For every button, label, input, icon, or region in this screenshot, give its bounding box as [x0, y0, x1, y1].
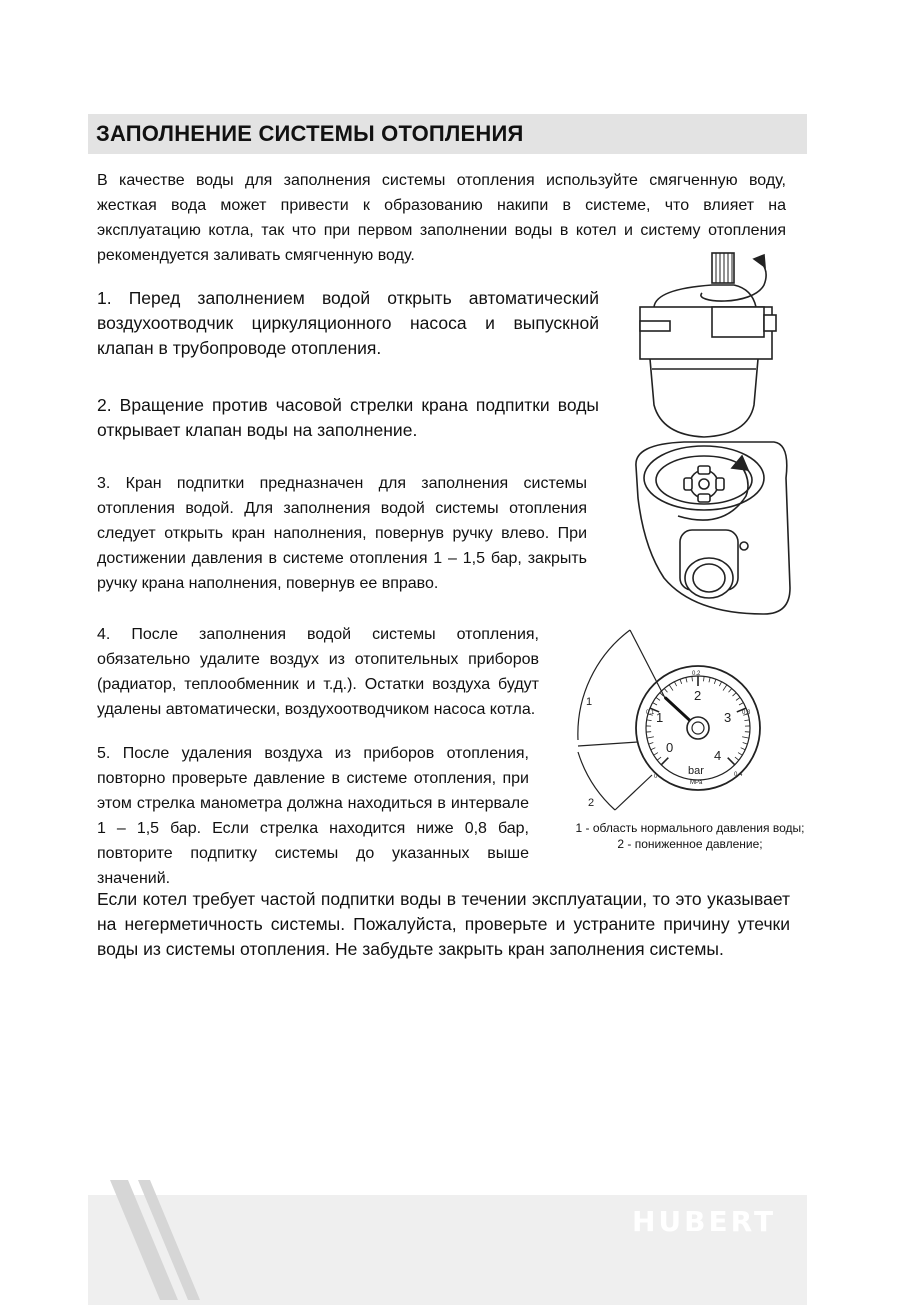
gauge-tick [653, 703, 657, 705]
gauge-tick [743, 743, 748, 745]
page-title: ЗАПОЛНЕНИЕ СИСТЕМЫ ОТОПЛЕНИЯ [96, 121, 524, 146]
footer-stripes-decoration [100, 1175, 220, 1305]
gauge-tick [656, 697, 660, 700]
gauge-tick [742, 737, 749, 738]
step-4-paragraph: 4. После заполнения водой системы отопления, обязательно удалите воздух из отопительных приборов (радиатор, теплообменник и т.д.). Остатки воздуха будут удалены автоматически, воздухоотводчиком насоса котла. [97, 626, 539, 718]
gauge-tick [728, 758, 735, 765]
gauge-tick [709, 677, 710, 682]
gauge-tick [733, 693, 737, 696]
bar-label-0: 0 [666, 740, 674, 755]
gauge-tick [719, 682, 721, 686]
gauge-tick [692, 676, 693, 681]
fill-valve-illustration [624, 438, 794, 618]
air-vent-illustration [632, 245, 782, 440]
mpa-label-0: 0 [654, 774, 658, 780]
zone-label-1: 1 [586, 696, 593, 708]
gauge-tick [647, 720, 652, 721]
mpa-label-0-3: 0.3 [742, 710, 751, 716]
gauge-tick [744, 720, 749, 721]
gauge-tick [723, 685, 727, 691]
gauge-tick [735, 757, 739, 760]
intro-paragraph: В качестве воды для заполнения системы отопления используйте смягченную воду, жесткая вода может привести к образованию накипи в системе, что влияет на эксплуатацию котла, так что при первом заполнении воды в котел и систему отопления рекомендуется заливать смягченную воду. [97, 172, 786, 264]
section-title-bar [88, 114, 807, 154]
gauge-tick [680, 679, 682, 684]
gauge-tick [739, 703, 743, 705]
pressure-gauge-illustration [570, 620, 800, 840]
brand-logo: HUBERT [632, 1205, 777, 1238]
gauge-tick [686, 677, 687, 682]
bar-label-3: 3 [724, 710, 732, 725]
gauge-tick [704, 676, 705, 681]
unit-mpa-label: MPa [690, 780, 703, 786]
step-3-paragraph: 3. Кран подпитки предназначен для заполнения системы отопления водой. Для заполнения водой системы отопления следует открыть кран наполнения, повернув ручку влево. При достижении давления в системе отопления 1 – 1,5 бар, закрыть ручку крана наполнения, повернув ее вправо. [97, 475, 587, 592]
gauge-tick [729, 688, 732, 692]
step-1-paragraph: 1. Перед заполнением водой открыть автоматический воздухоотводчик циркуляционного насоса и выпускной клапан в трубопроводе отопления. [97, 288, 599, 358]
step-5-paragraph: 5. После удаления воздуха из приборов отопления, повторно проверьте давление в системе отопления, при этом стрелка манометра должна находиться в интервале 1 – 1,5 бар. Если стрелка находится ниже 0,8 бар, повторите подпитку системы до указанных выше значений. [97, 745, 529, 887]
gauge-tick [738, 753, 742, 756]
gauge-tick [736, 697, 740, 700]
bar-label-4: 4 [714, 748, 722, 763]
bar-label-1: 1 [656, 710, 664, 725]
step-2-paragraph: 2. Вращение против часовой стрелки крана подпитки воды открывает клапан воды на заполнение. [97, 395, 599, 440]
gauge-tick [741, 748, 746, 750]
unit-bar-label: bar [688, 765, 704, 777]
gauge-tick [657, 757, 661, 760]
gauge-tick [654, 753, 658, 756]
caption-line-2: 2 - пониженное давление; [617, 837, 763, 851]
gauge-hub [687, 717, 709, 739]
mpa-label-0-1: 0.1 [646, 710, 655, 716]
gauge-tick [669, 685, 673, 691]
gauge-tick [651, 748, 656, 750]
gauge-tick [664, 688, 667, 692]
mpa-label-0-4: 0.4 [734, 772, 743, 778]
gauge-tick [661, 758, 668, 765]
gauge-tick [649, 743, 654, 745]
bar-label-2: 2 [694, 688, 702, 703]
gauge-tick [714, 679, 716, 684]
footer-note-paragraph: Если котел требует частой подпитки воды в течении эксплуатации, то это указывает на негерметичность системы. Пожалуйста, проверьте и устраните причину утечки воды из системы отопления. Не забудьте закрыть кран заполнения системы. [97, 889, 790, 959]
gauge-tick [647, 737, 654, 738]
zone-label-2: 2 [588, 797, 595, 809]
gauge-tick [674, 682, 676, 686]
caption-line-1: 1 - область нормального давления воды; [575, 821, 805, 835]
gauge-caption [565, 820, 815, 852]
mpa-label-0-2: 0.2 [692, 671, 701, 677]
